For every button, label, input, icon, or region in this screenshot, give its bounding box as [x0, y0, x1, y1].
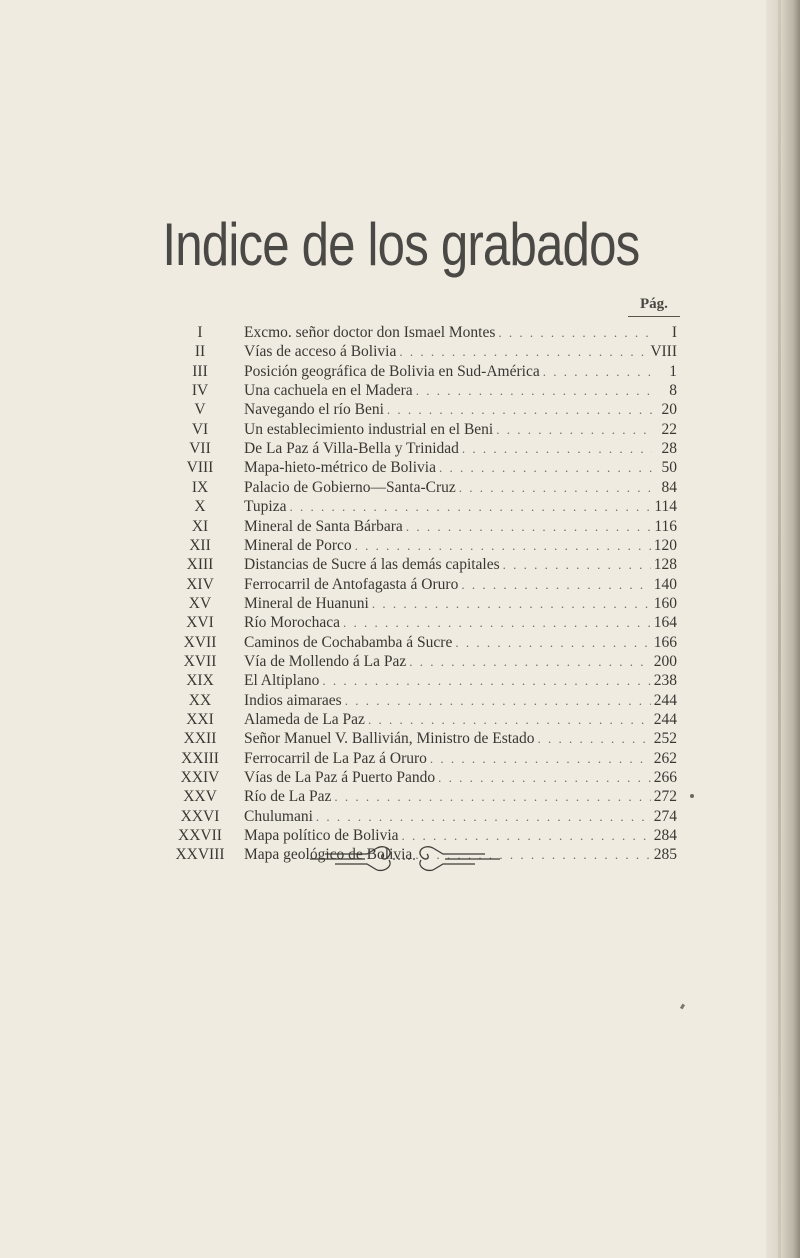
entry-number: XI: [191, 517, 209, 535]
dot-leader: [430, 749, 651, 768]
entry-line: [244, 420, 677, 439]
entry-number: VIII: [186, 459, 214, 477]
index-entry: [0, 342, 800, 361]
entry-line: [244, 517, 677, 536]
index-entry: [0, 478, 800, 497]
entry-number: XXII: [183, 730, 217, 748]
dot-leader: [462, 439, 652, 458]
index-entry: [0, 381, 800, 400]
entry-line: [244, 594, 677, 613]
entry-title: Tupiza: [244, 498, 287, 516]
entry-title: Un establecimiento industrial en el Beni: [244, 420, 494, 438]
index-entry: [0, 517, 800, 536]
entry-page: 1: [669, 362, 677, 380]
entry-title: Caminos de Cochabamba á Sucre: [244, 633, 453, 651]
entry-number: X: [194, 498, 206, 516]
entry-number: III: [192, 362, 208, 380]
dot-leader: [316, 807, 651, 826]
index-entry: [0, 749, 800, 768]
entry-page: 22: [661, 420, 677, 438]
index-entry: [0, 594, 800, 613]
entry-number: XXIII: [181, 749, 219, 767]
entry-number: XX: [188, 691, 212, 709]
entry-number: II: [194, 343, 206, 361]
entry-number: XVI: [186, 614, 214, 632]
entry-page: 160: [653, 594, 677, 612]
entry-page: 238: [653, 672, 677, 690]
entry-page: 140: [653, 575, 677, 593]
entry-title: Vía de Mollendo á La Paz: [244, 652, 407, 670]
entry-title: Mineral de Porco: [244, 536, 352, 554]
entry-title: Mapa político de Bolivia: [244, 827, 399, 845]
index-entry: [0, 420, 800, 439]
dot-leader: [368, 710, 651, 729]
dot-leader: [406, 517, 652, 536]
entry-page: 164: [653, 614, 677, 632]
ornamental-flourish-icon: [305, 842, 505, 872]
entry-line: [244, 691, 677, 710]
entry-page: 285: [653, 846, 677, 864]
entry-line: [244, 381, 677, 400]
entry-line: [244, 710, 677, 729]
index-entry: [0, 536, 800, 555]
entry-number: VII: [189, 440, 211, 458]
entry-page: VIII: [650, 343, 677, 361]
entry-line: [244, 575, 677, 594]
entry-line: [244, 478, 677, 497]
dot-leader: [387, 400, 652, 419]
page-column-label: Pág.: [640, 296, 668, 312]
index-entry: [0, 439, 800, 458]
entry-title: Navegando el río Beni: [244, 401, 384, 419]
entry-line: [244, 768, 677, 787]
entry-line: [244, 362, 677, 381]
entry-line: [244, 671, 677, 690]
dot-leader: [409, 652, 650, 671]
index-entry: [0, 729, 800, 748]
index-entry: [0, 710, 800, 729]
entry-title: De La Paz á Villa-Bella y Trinidad: [244, 440, 459, 458]
entry-line: [244, 807, 677, 826]
index-entry: [0, 807, 800, 826]
index-entry: [0, 787, 800, 806]
dot-leader: [543, 362, 652, 381]
dot-leader: [439, 458, 652, 477]
entry-line: [244, 787, 677, 806]
entry-number: XXIV: [180, 769, 220, 787]
index-entry: [0, 633, 800, 652]
index-entry: [0, 323, 800, 342]
entry-number: IX: [191, 478, 209, 496]
entry-page: 166: [653, 633, 677, 651]
entry-page: 20: [661, 401, 677, 419]
entry-line: [244, 729, 677, 748]
entry-title: Río Morochaca: [244, 614, 340, 632]
entry-title: Vías de acceso á Bolivia: [244, 343, 397, 361]
index-entry: [0, 652, 800, 671]
index-entry: [0, 555, 800, 574]
entry-line: [244, 652, 677, 671]
entry-page: 128: [653, 556, 677, 574]
entry-line: [244, 613, 677, 632]
dot-leader: [322, 671, 650, 690]
dot-leader: [438, 768, 651, 787]
entry-title: Posición geográfica de Bolivia en Sud-América: [244, 362, 540, 380]
entry-title: Mapa geológico de Bolivia: [244, 846, 413, 864]
entry-page: 114: [654, 498, 677, 516]
entry-line: [244, 400, 677, 419]
dot-leader: [416, 381, 652, 400]
index-entry: [0, 575, 800, 594]
page-title: Indice de los grabados: [162, 211, 640, 278]
dot-leader: [334, 787, 650, 806]
entry-line: [244, 458, 677, 477]
ink-speck: [690, 794, 694, 798]
index-entry: [0, 691, 800, 710]
entry-number: XVII: [183, 652, 217, 670]
index-entry: [0, 768, 800, 787]
entry-title: Vías de La Paz á Puerto Pando: [244, 769, 436, 787]
entry-number: XII: [189, 536, 211, 554]
entry-page: 284: [653, 827, 677, 845]
entry-page: 266: [653, 769, 677, 787]
entry-title: Ferrocarril de La Paz á Oruro: [244, 749, 427, 767]
entry-page: 274: [653, 807, 677, 825]
index-entry: [0, 400, 800, 419]
entry-number: XXVIII: [175, 846, 225, 864]
entry-number: XIII: [186, 556, 214, 574]
entry-page: 120: [653, 536, 677, 554]
entry-number: IV: [191, 382, 209, 400]
entry-line: [244, 439, 677, 458]
index-entry: [0, 362, 800, 381]
entry-line: [244, 555, 677, 574]
entry-title: Mineral de Santa Bárbara: [244, 517, 403, 535]
entry-title: Chulumani: [244, 807, 313, 825]
entry-line: [244, 633, 677, 652]
dot-leader: [537, 729, 650, 748]
entry-page: 50: [661, 459, 677, 477]
entry-number: V: [194, 401, 206, 419]
entry-line: [244, 497, 677, 516]
entry-title: Distancias de Sucre á las demás capitales: [244, 556, 500, 574]
index-entry: [0, 458, 800, 477]
dot-leader: [399, 342, 647, 361]
entry-number: XXVII: [178, 827, 222, 845]
entry-page: I: [671, 324, 677, 341]
dot-leader: [343, 613, 651, 632]
entry-number: XIX: [186, 672, 214, 690]
entry-title: Río de La Paz: [244, 788, 332, 806]
dot-leader: [345, 691, 651, 710]
dot-leader: [496, 420, 652, 439]
entry-title: Indios aimaraes: [244, 691, 342, 709]
entry-page: 200: [653, 652, 677, 670]
page-column-rule: [628, 316, 680, 317]
entry-title: El Altiplano: [244, 672, 320, 690]
entry-line: [244, 342, 677, 361]
entry-page: 116: [654, 517, 677, 535]
index-entry: [0, 613, 800, 632]
entry-line: [244, 536, 677, 555]
entry-line: [244, 323, 677, 342]
entry-page: 272: [653, 788, 677, 806]
entry-page: 244: [653, 691, 677, 709]
entry-page: 244: [653, 711, 677, 728]
index-entry: [0, 497, 800, 516]
entry-title: Una cachuela en el Madera: [244, 382, 413, 400]
dot-leader: [372, 594, 651, 613]
dot-leader: [455, 633, 650, 652]
dot-leader: [461, 575, 650, 594]
entry-number: I: [197, 324, 203, 341]
index-entry: [0, 671, 800, 690]
entry-number: XXV: [183, 788, 217, 806]
entry-title: Excmo. señor doctor don Ismael Montes: [244, 324, 496, 341]
entry-title: Mineral de Huanuni: [244, 594, 369, 612]
entry-title: Mapa-hieto-métrico de Bolivia: [244, 459, 436, 477]
dot-leader: [503, 555, 651, 574]
entry-page: 28: [661, 440, 677, 458]
entry-page: 84: [661, 478, 677, 496]
dot-leader: [498, 323, 652, 342]
entry-title: Señor Manuel V. Ballivián, Ministro de Estado: [244, 730, 535, 748]
entry-title: Alameda de La Paz: [244, 711, 365, 728]
entry-number: XV: [188, 594, 212, 612]
dot-leader: [355, 536, 651, 555]
entry-number: XVII: [183, 633, 217, 651]
entry-page: 8: [669, 382, 677, 400]
entry-page: 252: [653, 730, 677, 748]
ink-speck: [680, 1004, 685, 1010]
dot-leader: [459, 478, 652, 497]
entry-number: XXI: [186, 711, 214, 728]
dot-leader: [290, 497, 652, 516]
entry-number: XXVI: [180, 807, 220, 825]
entry-line: [244, 749, 677, 768]
entry-title: Ferrocarril de Antofagasta á Oruro: [244, 575, 459, 593]
entry-number: VI: [191, 420, 209, 438]
entry-title: Palacio de Gobierno—Santa-Cruz: [244, 478, 456, 496]
entry-page: 262: [653, 749, 677, 767]
entry-number: XIV: [186, 575, 214, 593]
